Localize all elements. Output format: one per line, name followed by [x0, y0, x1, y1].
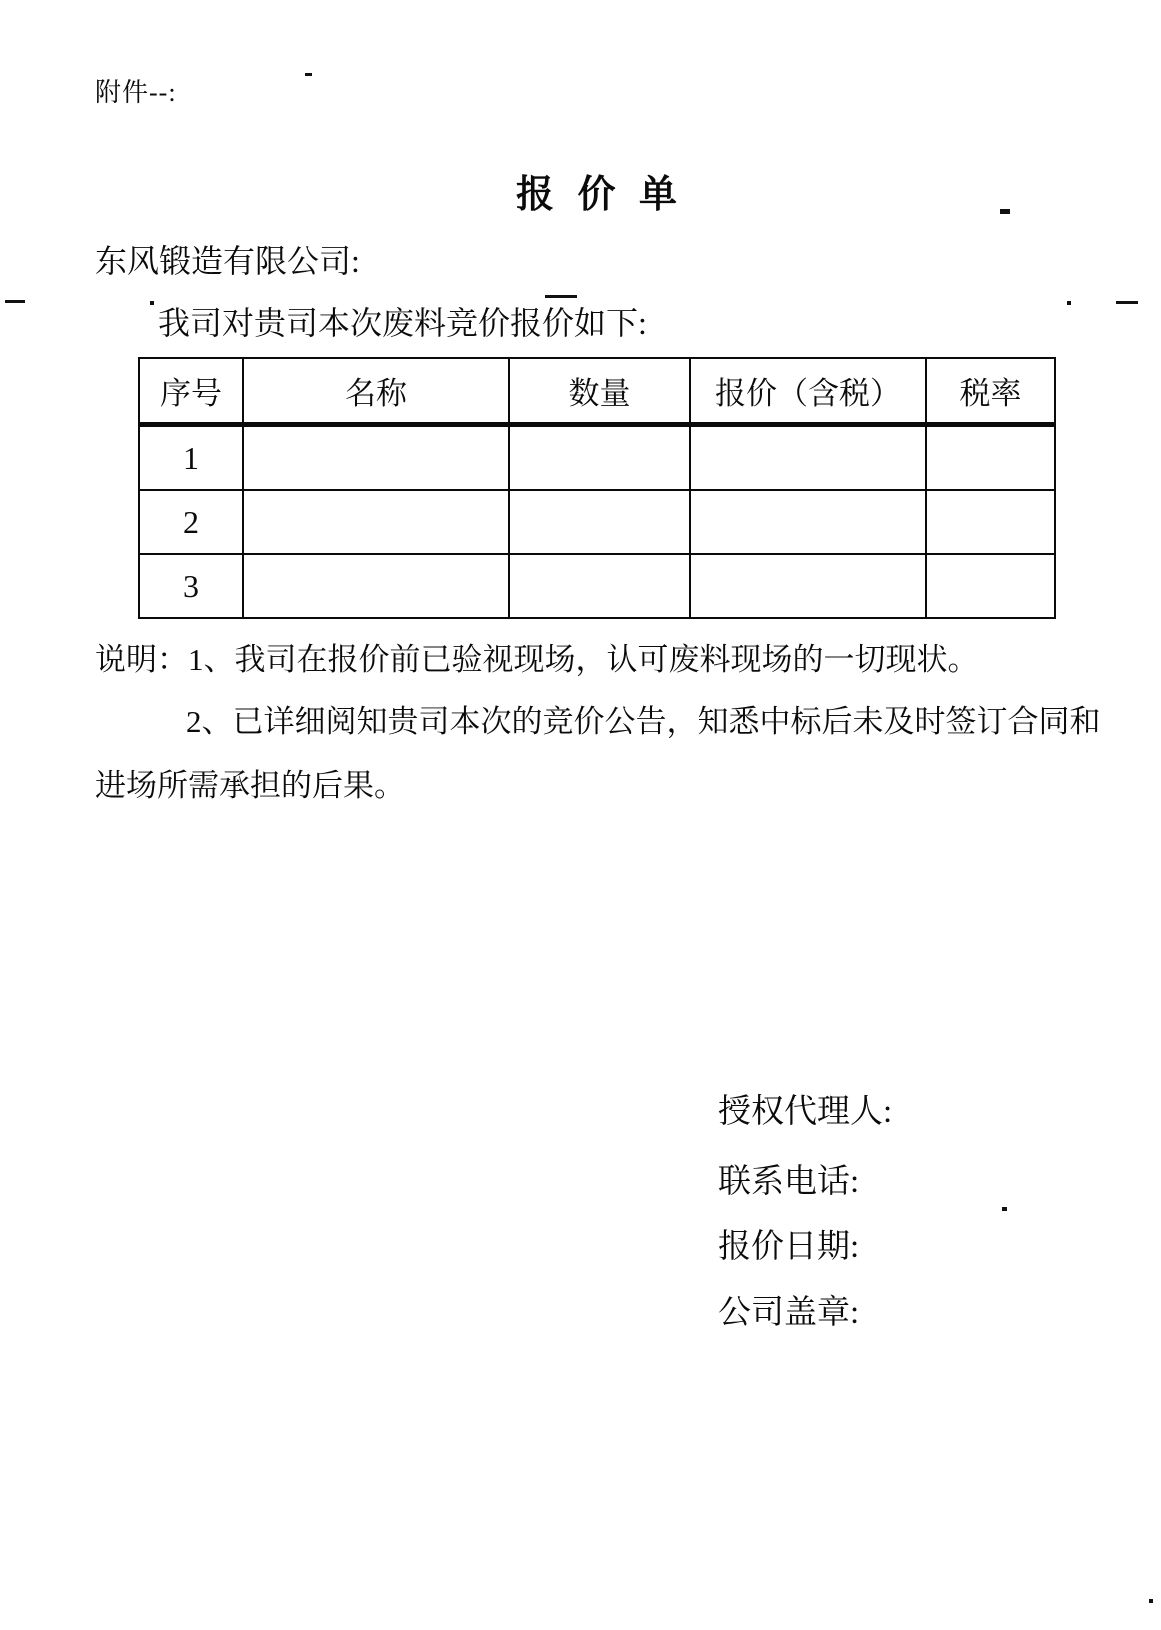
table-row — [139, 425, 1055, 491]
row-name-cell — [243, 490, 509, 554]
column-header-name: 名称 — [243, 358, 509, 425]
authorized-agent-label: 授权代理人: — [718, 1094, 893, 1130]
attachment-label: 附件--: — [95, 78, 177, 107]
note-line-2: 2、已详细阅知贵司本次的竞价公告，知悉中标后未及时签订合同和 — [186, 704, 1101, 739]
row-tax-rate-cell — [926, 554, 1055, 618]
row-seq-cell: 3 — [139, 554, 243, 618]
row-quantity-cell — [509, 425, 690, 491]
scan-artifact — [1116, 301, 1138, 304]
company-seal-label: 公司盖章: — [718, 1295, 860, 1331]
scan-artifact — [5, 300, 25, 303]
quote-date-label: 报价日期: — [718, 1229, 860, 1265]
row-seq-cell: 1 — [139, 425, 243, 491]
scan-artifact — [1067, 301, 1071, 305]
scan-artifact — [1149, 1599, 1153, 1603]
page-title: 报 价 单 — [515, 174, 679, 216]
scan-artifact — [150, 301, 154, 305]
row-quantity-cell — [509, 554, 690, 618]
row-price-cell — [690, 490, 926, 554]
scan-artifact — [1000, 209, 1010, 214]
contact-phone-label: 联系电话: — [718, 1164, 860, 1200]
row-price-cell — [690, 554, 926, 618]
column-header-quantity: 数量 — [509, 358, 690, 425]
table-header-row — [139, 358, 1055, 425]
note-line-3: 进场所需承担的后果。 — [95, 768, 405, 803]
row-price-cell — [690, 425, 926, 491]
row-quantity-cell — [509, 490, 690, 554]
column-header-seq: 序号 — [139, 358, 243, 425]
row-name-cell — [243, 425, 509, 491]
scan-artifact — [1002, 1207, 1007, 1211]
row-tax-rate-cell — [926, 490, 1055, 554]
quotation-table — [138, 357, 1056, 619]
scan-artifact — [305, 73, 312, 76]
column-header-price: 报价（含税） — [690, 358, 926, 425]
recipient-line: 东风锻造有限公司: — [95, 243, 360, 279]
row-seq-cell: 2 — [139, 490, 243, 554]
note-line-1: 说明：1、我司在报价前已验视现场，认可废料现场的一切现状。 — [95, 642, 979, 677]
row-name-cell — [243, 554, 509, 618]
row-tax-rate-cell — [926, 425, 1055, 491]
table-row — [139, 554, 1055, 618]
scan-artifact — [545, 295, 577, 298]
table-row — [139, 490, 1055, 554]
intro-line: 我司对贵司本次废料竞价报价如下: — [158, 305, 647, 341]
column-header-tax-rate: 税率 — [926, 358, 1055, 425]
